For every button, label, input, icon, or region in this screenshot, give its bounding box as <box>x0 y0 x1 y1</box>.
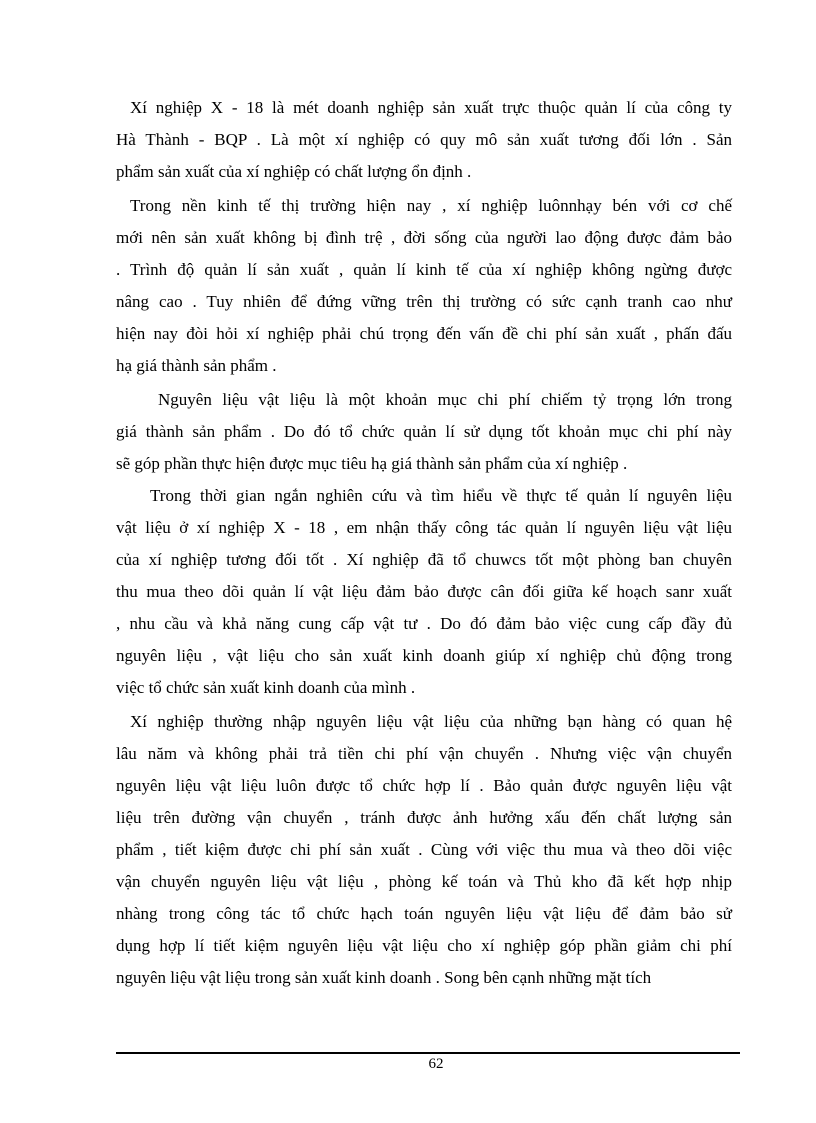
text-line: thu mua theo dõi quản lí vật liệu đảm bảo được cân đối giữa kế hoạch sanr xuất <box>116 582 732 601</box>
text-line: nhàng trong công tác tổ chức hạch toán nguyên liệu vật liệu để đảm bảo sử <box>116 904 732 923</box>
text-line: phẩm , tiết kiệm được chi phí sản xuất . Cùng với việc thu mua và theo dõi việc <box>116 840 732 859</box>
text-line: Trong nền kinh tế thị trường hiện nay , xí nghiệp luônnhạy bén với cơ chế <box>130 196 732 215</box>
text-line: Trong thời gian ngắn nghiên cứu và tìm hiểu về thực tế quản lí nguyên liệu <box>150 486 732 505</box>
text-line: Xí nghiệp thường nhập nguyên liệu vật liệu của những bạn hàng có quan hệ <box>130 712 732 731</box>
text-line: dụng hợp lí tiết kiệm nguyên liệu vật liệu cho xí nghiệp góp phần giảm chi phí <box>116 936 732 955</box>
text-line: liệu trên đường vận chuyển , tránh được ảnh hưởng xấu đến chất lượng sản <box>116 808 732 827</box>
text-line: mới nên sản xuất không bị đình trệ , đời sống của người lao động được đảm bảo <box>116 228 732 247</box>
text-line: vận chuyển nguyên liệu vật liệu , phòng kế toán và Thủ kho đã kết hợp nhịp <box>116 872 732 891</box>
text-line: Hà Thành - BQP . Là một xí nghiệp có quy mô sản xuất tương đối lớn . Sản <box>116 130 732 149</box>
text-line: của xí nghiệp tương đối tốt . Xí nghiệp đã tổ chuwcs tốt một phòng ban chuyên <box>116 550 732 569</box>
text-line: Xí nghiệp X - 18 là mét doanh nghiệp sản xuất trực thuộc quản lí của công ty <box>130 98 732 117</box>
page-number: 62 <box>428 1056 444 1072</box>
text-line: . Trình độ quản lí sản xuất , quản lí kinh tế của xí nghiệp không ngừng được <box>116 260 732 279</box>
text-line: việc tổ chức sản xuất kinh doanh của mình . <box>116 678 416 697</box>
text-line: hiện nay đòi hỏi xí nghiệp phải chú trọng đến vấn đề chi phí sản xuất , phấn đấu <box>116 324 732 343</box>
text-line: nâng cao . Tuy nhiên để đứng vững trên thị trường có sức cạnh tranh cao như <box>116 292 732 311</box>
text-line: Nguyên liệu vật liệu là một khoản mục chi phí chiếm tỷ trọng lớn trong <box>158 390 732 409</box>
text-line: , nhu cầu và khả năng cung cấp vật tư . Do đó đảm bảo việc cung cấp đầy đủ <box>116 614 732 633</box>
text-line: lâu năm và không phải trả tiền chi phí vận chuyển . Nhưng việc vận chuyển <box>116 744 732 763</box>
text-line: sẽ góp phần thực hiện được mục tiêu hạ giá thành sản phẩm của xí nghiệp . <box>116 454 628 473</box>
text-line: nguyên liệu vật liệu trong sản xuất kinh doanh . Song bên cạnh những mặt tích <box>116 968 652 987</box>
text-line: hạ giá thành sản phẩm . <box>116 356 277 375</box>
text-line: nguyên liệu , vật liệu cho sản xuất kinh doanh giúp xí nghiệp chủ động trong <box>116 646 732 665</box>
text-line: giá thành sản phẩm . Do đó tổ chức quản lí sử dụng tốt khoản mục chi phí này <box>116 422 732 441</box>
text-line: vật liệu ở xí nghiệp X - 18 , em nhận thấy công tác quản lí nguyên liệu vật liệu <box>116 518 732 537</box>
text-line: nguyên liệu vật liệu luôn được tổ chức hợp lí . Bảo quản được nguyên liệu vật <box>116 776 732 795</box>
text-line: phẩm sản xuất của xí nghiệp có chất lượng ổn định . <box>116 162 472 181</box>
